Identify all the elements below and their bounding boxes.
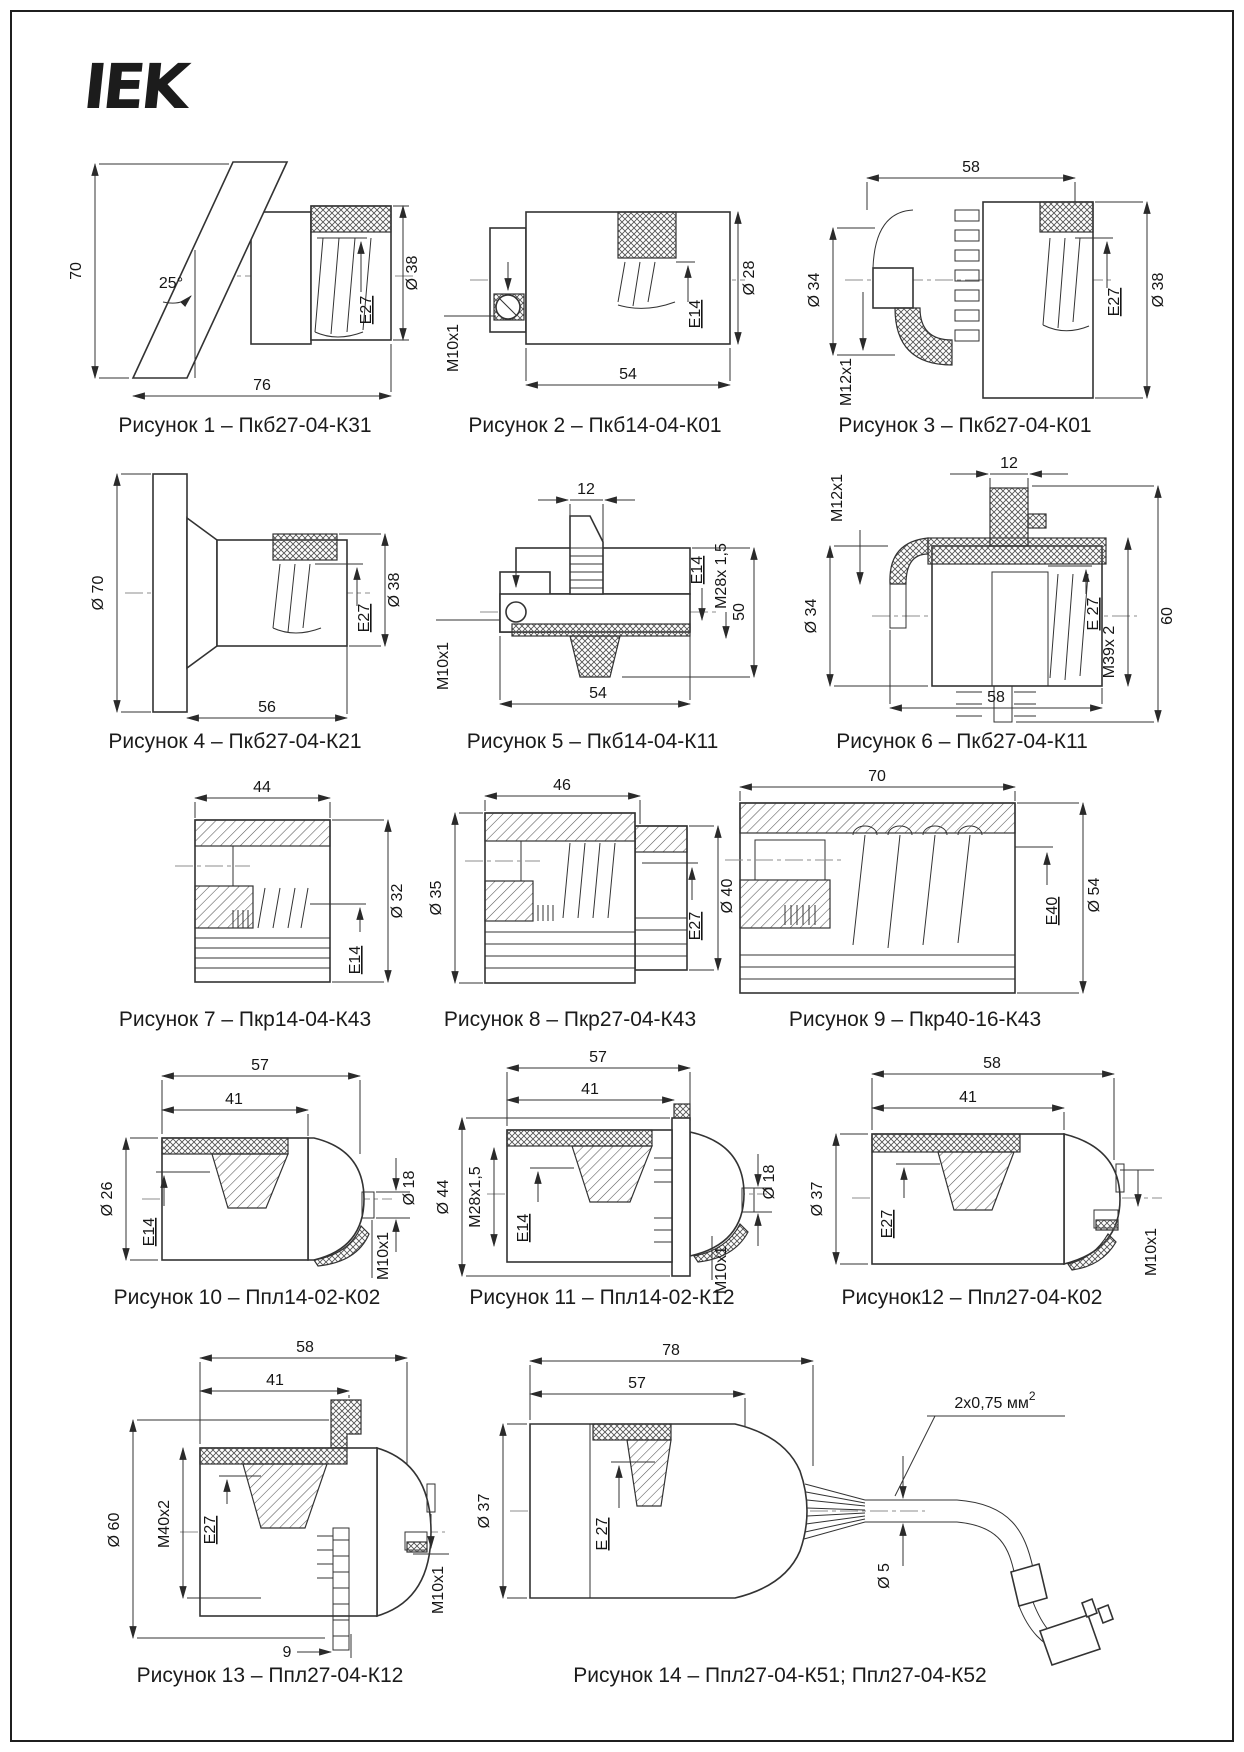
thread-label: E27 — [1106, 287, 1123, 317]
thread-label: E14 — [687, 299, 704, 329]
thread-label: M10x1 — [435, 641, 452, 691]
dim-label: Ø 38 — [386, 572, 403, 608]
figure-9-drawing — [715, 765, 1115, 1006]
figure-11-drawing — [422, 1040, 782, 1295]
figure-caption: Рисунок 9 – Пкр40-16-К43 — [788, 1008, 1042, 1031]
dim-label: 41 — [581, 1081, 599, 1098]
thread-label: E14 — [689, 555, 706, 585]
figure-caption: Рисунок 6 – Пкб27-04-К11 — [836, 730, 1088, 753]
dim-label: Ø 60 — [106, 1512, 123, 1548]
figure-13 — [75, 1336, 465, 1688]
figure-caption: Рисунок 5 – Пкб14-04-К11 — [466, 730, 719, 753]
dim-label: 57 — [628, 1375, 646, 1392]
dim-label: 9 — [282, 1644, 292, 1661]
figure-14 — [455, 1336, 1105, 1688]
dim-label: 70 — [868, 768, 886, 785]
dim-label: Ø 18 — [401, 1170, 418, 1206]
dim-label: 76 — [253, 377, 271, 394]
figure-14-drawing — [455, 1336, 1105, 1662]
figure-4-drawing — [65, 460, 405, 728]
dim-label: 58 — [296, 1339, 314, 1356]
figure-caption: Рисунок 13 – Ппл27-04-К12 — [136, 1664, 404, 1687]
dim-label: Ø 26 — [99, 1181, 116, 1217]
thread-label: E27 — [879, 1209, 896, 1239]
thread-label: M12x1 — [829, 473, 846, 523]
dim-label: 58 — [987, 689, 1005, 706]
figure-8 — [400, 768, 740, 1032]
dim-label: 41 — [959, 1089, 977, 1106]
dim-label: 12 — [577, 481, 595, 498]
figure-caption: Рисунок 1 – Пкб27-04-К31 — [118, 414, 372, 437]
figure-caption: Рисунок 8 – Пкр27-04-К43 — [443, 1008, 697, 1031]
figure-10-drawing — [62, 1046, 432, 1284]
thread-label: E14 — [141, 1217, 158, 1247]
thread-label: E27 — [202, 1515, 219, 1545]
figure-caption: Рисунок 3 – Пкб27-04-К01 — [838, 414, 1092, 437]
iek-logo-mark — [80, 48, 224, 123]
figure-11 — [422, 1040, 782, 1310]
dim-label: Ø 70 — [90, 575, 107, 611]
dim-label: Ø 38 — [1150, 272, 1167, 308]
figure-caption: Рисунок 4 – Пкб27-04-К21 — [108, 730, 362, 753]
iek-logo — [80, 48, 224, 123]
figure-1 — [65, 150, 425, 438]
dim-label: 54 — [589, 685, 607, 702]
thread-label: M28x 1,5 — [713, 543, 730, 609]
figure-caption: Рисунок 11 – Ппл14-02-К12 — [469, 1286, 735, 1309]
thread-label: E14 — [515, 1213, 532, 1243]
thread-label: E 27 — [1085, 597, 1102, 631]
figure-9 — [715, 765, 1115, 1032]
figure-5 — [420, 452, 765, 754]
thread-label: E14 — [347, 945, 364, 975]
figure-7-drawing — [80, 768, 410, 1006]
dim-label: 70 — [68, 262, 85, 280]
figure-caption: Рисунок 10 – Ппл14-02-К02 — [113, 1286, 381, 1309]
cord-label: 2х0,75 $мм^2$ — [954, 1389, 1036, 1412]
figure-12-drawing — [762, 1046, 1182, 1284]
figure-3 — [745, 150, 1185, 438]
dim-label: 46 — [553, 777, 571, 794]
figure-caption: Рисунок 2 – Пкб14-04-К01 — [468, 414, 722, 437]
figure-3-drawing — [745, 150, 1185, 412]
dim-label: Ø 44 — [435, 1179, 452, 1215]
dim-label: Ø 28 — [741, 260, 758, 296]
figure-2 — [430, 150, 760, 438]
thread-label: M10x1 — [375, 1231, 392, 1281]
figure-13-drawing — [75, 1336, 465, 1662]
figure-7 — [80, 768, 410, 1032]
thread-label: E27 — [356, 603, 373, 633]
dim-label: 57 — [589, 1049, 607, 1066]
dim-label: 12 — [1000, 455, 1018, 472]
thread-label: E27 — [687, 911, 704, 941]
thread-label: M40x2 — [156, 1499, 173, 1549]
thread-label: E 27 — [594, 1517, 611, 1551]
thread-label: M12x1 — [838, 357, 855, 407]
dim-label: 41 — [225, 1091, 243, 1108]
dim-label: Ø 54 — [1086, 877, 1103, 913]
thread-label: M10x1 — [713, 1245, 730, 1295]
figure-6-drawing — [742, 452, 1182, 728]
dim-label: Ø 37 — [809, 1181, 826, 1217]
dim-label: 41 — [266, 1372, 284, 1389]
dim-label: Ø 40 — [719, 878, 736, 914]
thread-label: M10x1 — [1143, 1227, 1160, 1277]
dim-label: 56 — [258, 699, 276, 716]
dim-label: Ø 5 — [876, 1563, 893, 1589]
dim-label: Ø 34 — [806, 272, 823, 308]
dim-label: 58 — [962, 159, 980, 176]
dim-label: 57 — [251, 1057, 269, 1074]
figure-10 — [62, 1046, 432, 1310]
dim-label: 60 — [1159, 607, 1176, 625]
dim-label: Ø 35 — [428, 880, 445, 916]
thread-label: M10x1 — [430, 1565, 447, 1615]
thread-label: E27 — [358, 295, 375, 325]
thread-label: M39x 2 — [1101, 625, 1118, 679]
dim-label: 25° — [158, 275, 184, 292]
figure-1-drawing — [65, 150, 425, 412]
figure-caption: Рисунок 7 – Пкр14-04-К43 — [118, 1008, 372, 1031]
thread-label: E40 — [1044, 896, 1061, 926]
dim-label: Ø 18 — [761, 1164, 778, 1200]
figure-2-drawing — [430, 150, 760, 412]
figure-caption: Рисунок12 – Ппл27-04-К02 — [841, 1286, 1103, 1309]
thread-label: M10x1 — [445, 323, 462, 373]
dim-label: 44 — [253, 779, 271, 796]
dim-label: 78 — [662, 1342, 680, 1359]
dim-label: Ø 32 — [389, 883, 406, 919]
brand-text: IEK — [80, 50, 190, 123]
dim-label: Ø 34 — [803, 598, 820, 634]
figure-4 — [65, 460, 405, 754]
figure-6 — [742, 452, 1182, 754]
dim-label: 58 — [983, 1055, 1001, 1072]
figure-12 — [762, 1046, 1182, 1310]
dim-label: Ø 38 — [404, 255, 421, 291]
dim-label: 54 — [619, 366, 637, 383]
dim-label: 50 — [731, 603, 748, 621]
figure-caption: Рисунок 14 – Ппл27-04-К51; Ппл27-04-К52 — [573, 1664, 987, 1687]
dim-label: Ø 37 — [476, 1493, 493, 1529]
figure-5-drawing — [420, 452, 765, 728]
figure-8-drawing — [400, 768, 740, 1006]
thread-label: M28x1,5 — [467, 1166, 484, 1228]
